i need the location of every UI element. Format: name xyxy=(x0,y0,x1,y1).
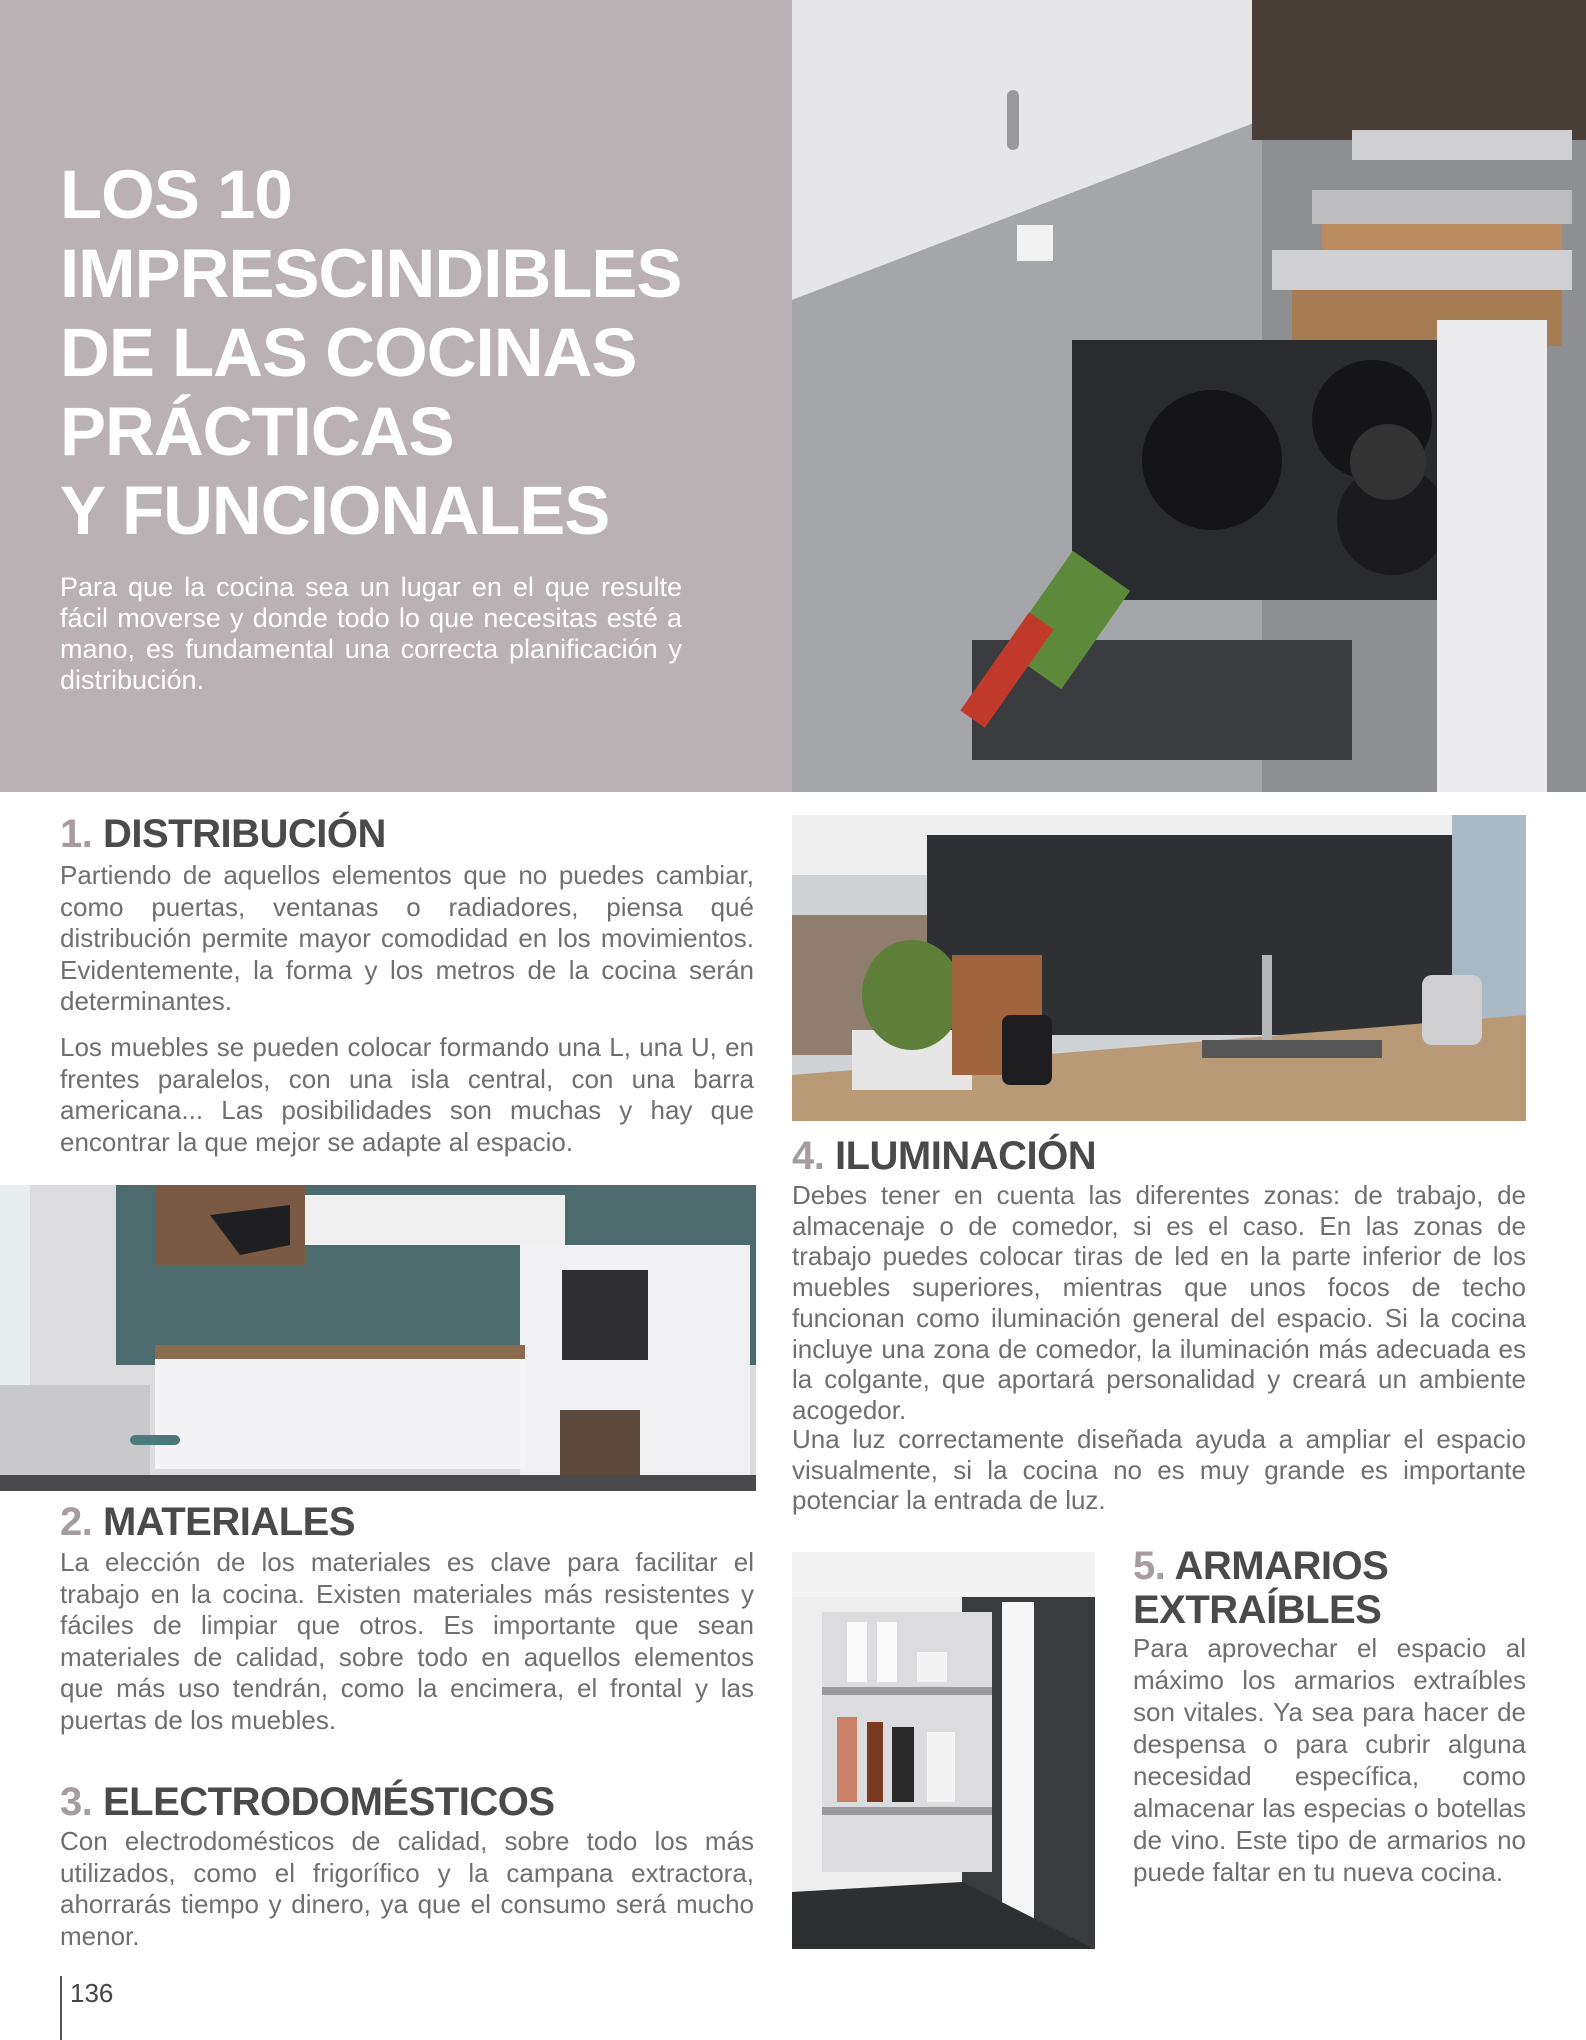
section-distribucion-paragraph-2: Los muebles se pueden colocar formando una L, una U, en frentes paralelos, con una isla central, con una barra americana... Las posibilidades son muchas y hay que encontrar la que mejor se adapte al espacio. xyxy=(60,1032,754,1157)
section-distribucion-paragraph-1: Partiendo de aquellos elementos que no puedes cambiar, como puertas, ventanas o radiadores, piensa qué distribución permite mayor comodidad en los movimientos. Evidentemente, la forma y los metros de la cocina serán determinantes. xyxy=(60,860,754,1016)
section-materiales-paragraph: La elección de los materiales es clave para facilitar el trabajo en la cocina. Existen materiales más resistentes y fáciles de limpiar que otros. Es importante que sean materiales de calidad, sobre todo en aquellos elementos que más uso tendrán, como la encimera, el frontal y las puertas de los muebles. xyxy=(60,1547,754,1735)
page-number: 136 xyxy=(70,1978,114,2008)
page-title-line: DE LAS COCINAS xyxy=(60,314,637,391)
section-electrodomesticos-paragraph: Con electrodomésticos de calidad, sobre todo los más utilizados, como el frigorífico y la campana extractora, ahorrarás tiempo y dinero, ya que el consumo será mucho menor. xyxy=(60,1826,754,1951)
kitchen-countertop-photo xyxy=(792,815,1526,1121)
section-number: 1. xyxy=(60,812,93,856)
page-title-line: LOS 10 xyxy=(60,156,292,233)
pull-out-cabinet-photo xyxy=(792,1552,1095,1949)
page-title-line: Y FUNCIONALES xyxy=(60,472,610,549)
section-number: 3. xyxy=(60,1780,93,1824)
page-number-rule xyxy=(60,1976,62,2040)
section-title-text: ARMARIOS xyxy=(1174,1544,1389,1588)
section-title-line-1 xyxy=(1133,1544,1388,1588)
page-title-line: PRÁCTICAS xyxy=(60,393,454,470)
section-title-text: ELECTRODOMÉSTICOS xyxy=(102,1780,555,1824)
section-iluminacion-title xyxy=(792,1134,1096,1178)
section-title-text: EXTRAÍBLES xyxy=(1133,1588,1382,1632)
section-electrodomesticos-title xyxy=(60,1780,555,1824)
section-number: 4. xyxy=(792,1134,825,1178)
section-title-text: ILUMINACIÓN xyxy=(834,1134,1097,1178)
section-iluminacion-paragraph-2: Una luz correctamente diseñada ayuda a ampliar el espacio visualmente, si la cocina no es muy grande es importante potenciar la entrada de luz. xyxy=(792,1424,1526,1516)
section-armarios-paragraph: Para aprovechar el espacio al máximo los armarios extraíbles son vitales. Ya sea para hacer de despensa o para cubrir alguna necesidad específica, como almacenar las especias o botellas de vino. Este tipo de armarios no puede faltar en tu nueva cocina. xyxy=(1133,1633,1526,1887)
page-title-line: IMPRESCINDIBLES xyxy=(60,235,682,312)
hero-kitchen-drawers-photo xyxy=(792,0,1586,792)
intro-paragraph: Para que la cocina sea un lugar en el que resulte fácil moverse y donde todo lo que necesitas esté a mano, es fundamental una correcta planificación y distribución. xyxy=(60,572,682,695)
hero-panel xyxy=(0,0,792,792)
section-distribucion-title xyxy=(60,812,386,856)
section-number: 5. xyxy=(1133,1544,1166,1588)
section-number: 2. xyxy=(60,1500,93,1544)
l-shaped-kitchen-photo xyxy=(0,1185,756,1491)
section-title-text: MATERIALES xyxy=(102,1500,356,1544)
section-title-text: DISTRIBUCIÓN xyxy=(102,812,386,856)
section-materiales-title xyxy=(60,1500,355,1544)
page-title xyxy=(60,155,760,550)
section-iluminacion-paragraph-1: Debes tener en cuenta las diferentes zonas: de trabajo, de almacenaje o de comedor, si es el caso. En las zonas de trabajo puedes colocar tiras de led en la parte inferior de los muebles superiores, mientras que unos focos de techo funcionan como iluminación general del espacio. Si la cocina incluye una zona de comedor, la iluminación más adecuada es la colgante, que aportará personalidad y creará un ambiente acogedor. xyxy=(792,1180,1526,1425)
section-armarios-title xyxy=(1133,1544,1388,1632)
